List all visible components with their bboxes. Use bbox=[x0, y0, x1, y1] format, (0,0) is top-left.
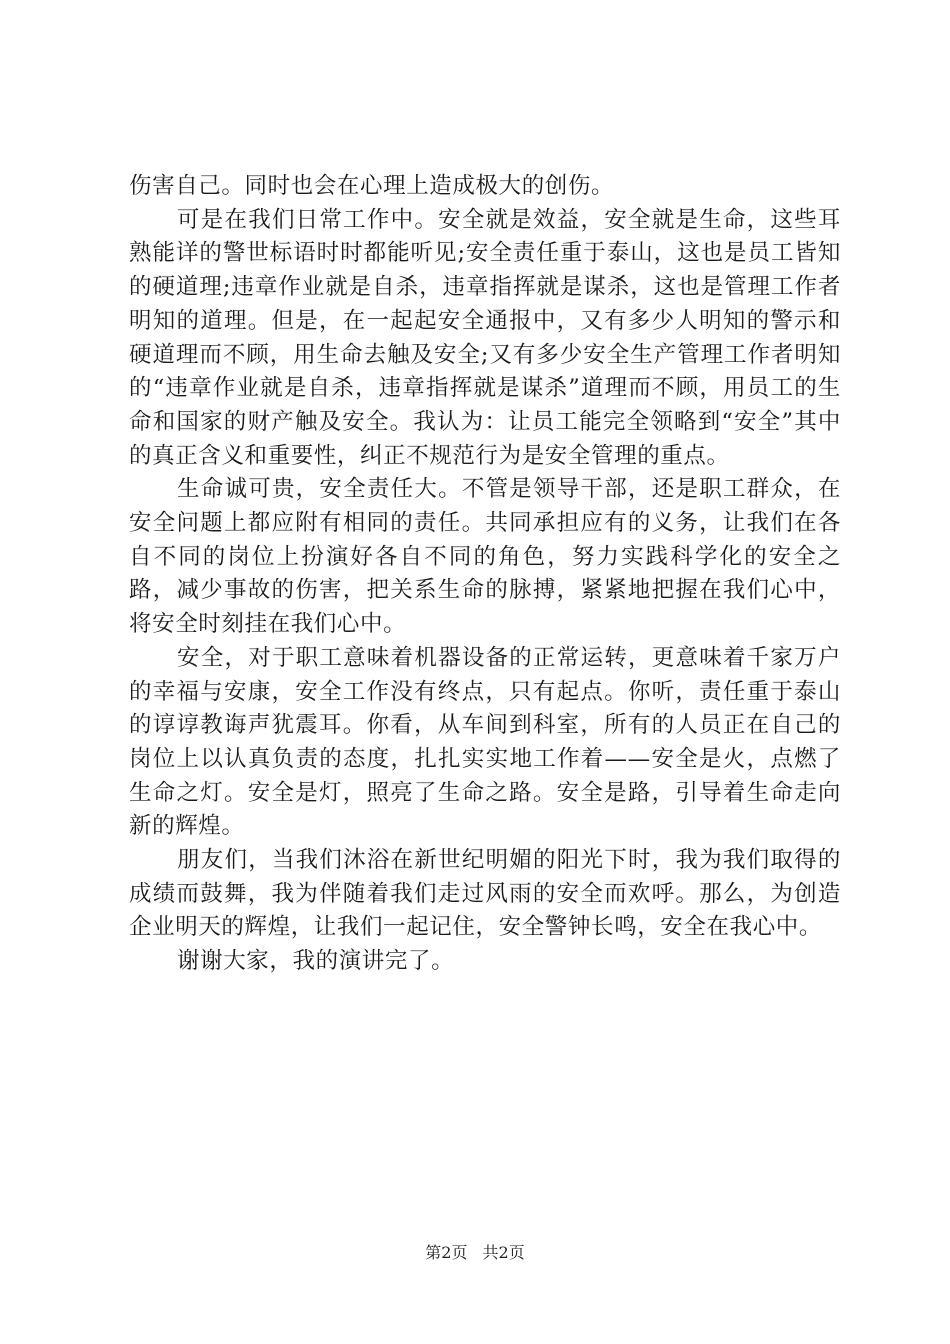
document-body bbox=[129, 170, 841, 979]
paragraph-4: 安全，对于职工意味着机器设备的正常运转，更意味着千家万户的幸福与安康，安全工作没有终点，只有起点。你听，责任重于泰山的谆谆教诲声犹震耳。你看，从车间到科室，所有的人员正在自己的岗位上以认真负责的态度，扎扎实实地工作着——安全是火，点燃了生命之灯。安全是灯，照亮了生命之路。安全是路，引导着生命走向新的辉煌。 bbox=[129, 644, 841, 840]
paragraph-3: 生命诚可贵，安全责任大。不管是领导干部，还是职工群众，在安全问题上都应附有相同的责任。共同承担应有的义务，让我们在各自不同的岗位上扮演好各自不同的角色，努力实践科学化的安全之路，减少事故的伤害，把关系生命的脉搏，紧紧地把握在我们心中，将安全时刻挂在我们心中。 bbox=[129, 476, 841, 638]
paragraph-1: 伤害自己。同时也会在心理上造成极大的创伤。 bbox=[129, 173, 615, 199]
paragraph-2: 可是在我们日常工作中。安全就是效益，安全就是生命，这些耳熟能详的警世标语时时都能听见;安全责任重于泰山，这也是员工皆知的硬道理;违章作业就是自杀，违章指挥就是谋杀，这也是管理工作者明知的道理。但是，在一起起安全通报中，又有多少人明知的警示和硬道理而不顾，用生命去触及安全;又有多少安全生产管理工作者明知的“违章作业就是自杀，违章指挥就是谋杀”道理而不顾，用员工的生命和国家的财产触及安全。我认为：让员工能完全领略到“安全”其中的真正含义和重要性，纠正不规范行为是安全管理的重点。 bbox=[129, 206, 841, 469]
paragraph-5: 朋友们，当我们沐浴在新世纪明媚的阳光下时，我为我们取得的成绩而鼓舞，我为伴随着我们走过风雨的安全而欢呼。那么，为创造企业明天的辉煌，让我们一起记住，安全警钟长鸣，安全在我心中。 bbox=[129, 847, 841, 941]
page-total: 共2页 bbox=[482, 1243, 525, 1262]
paragraph-6: 谢谢大家，我的演讲完了。 bbox=[177, 948, 455, 975]
page-footer bbox=[0, 1242, 950, 1264]
page-number: 第2页 bbox=[425, 1243, 468, 1262]
